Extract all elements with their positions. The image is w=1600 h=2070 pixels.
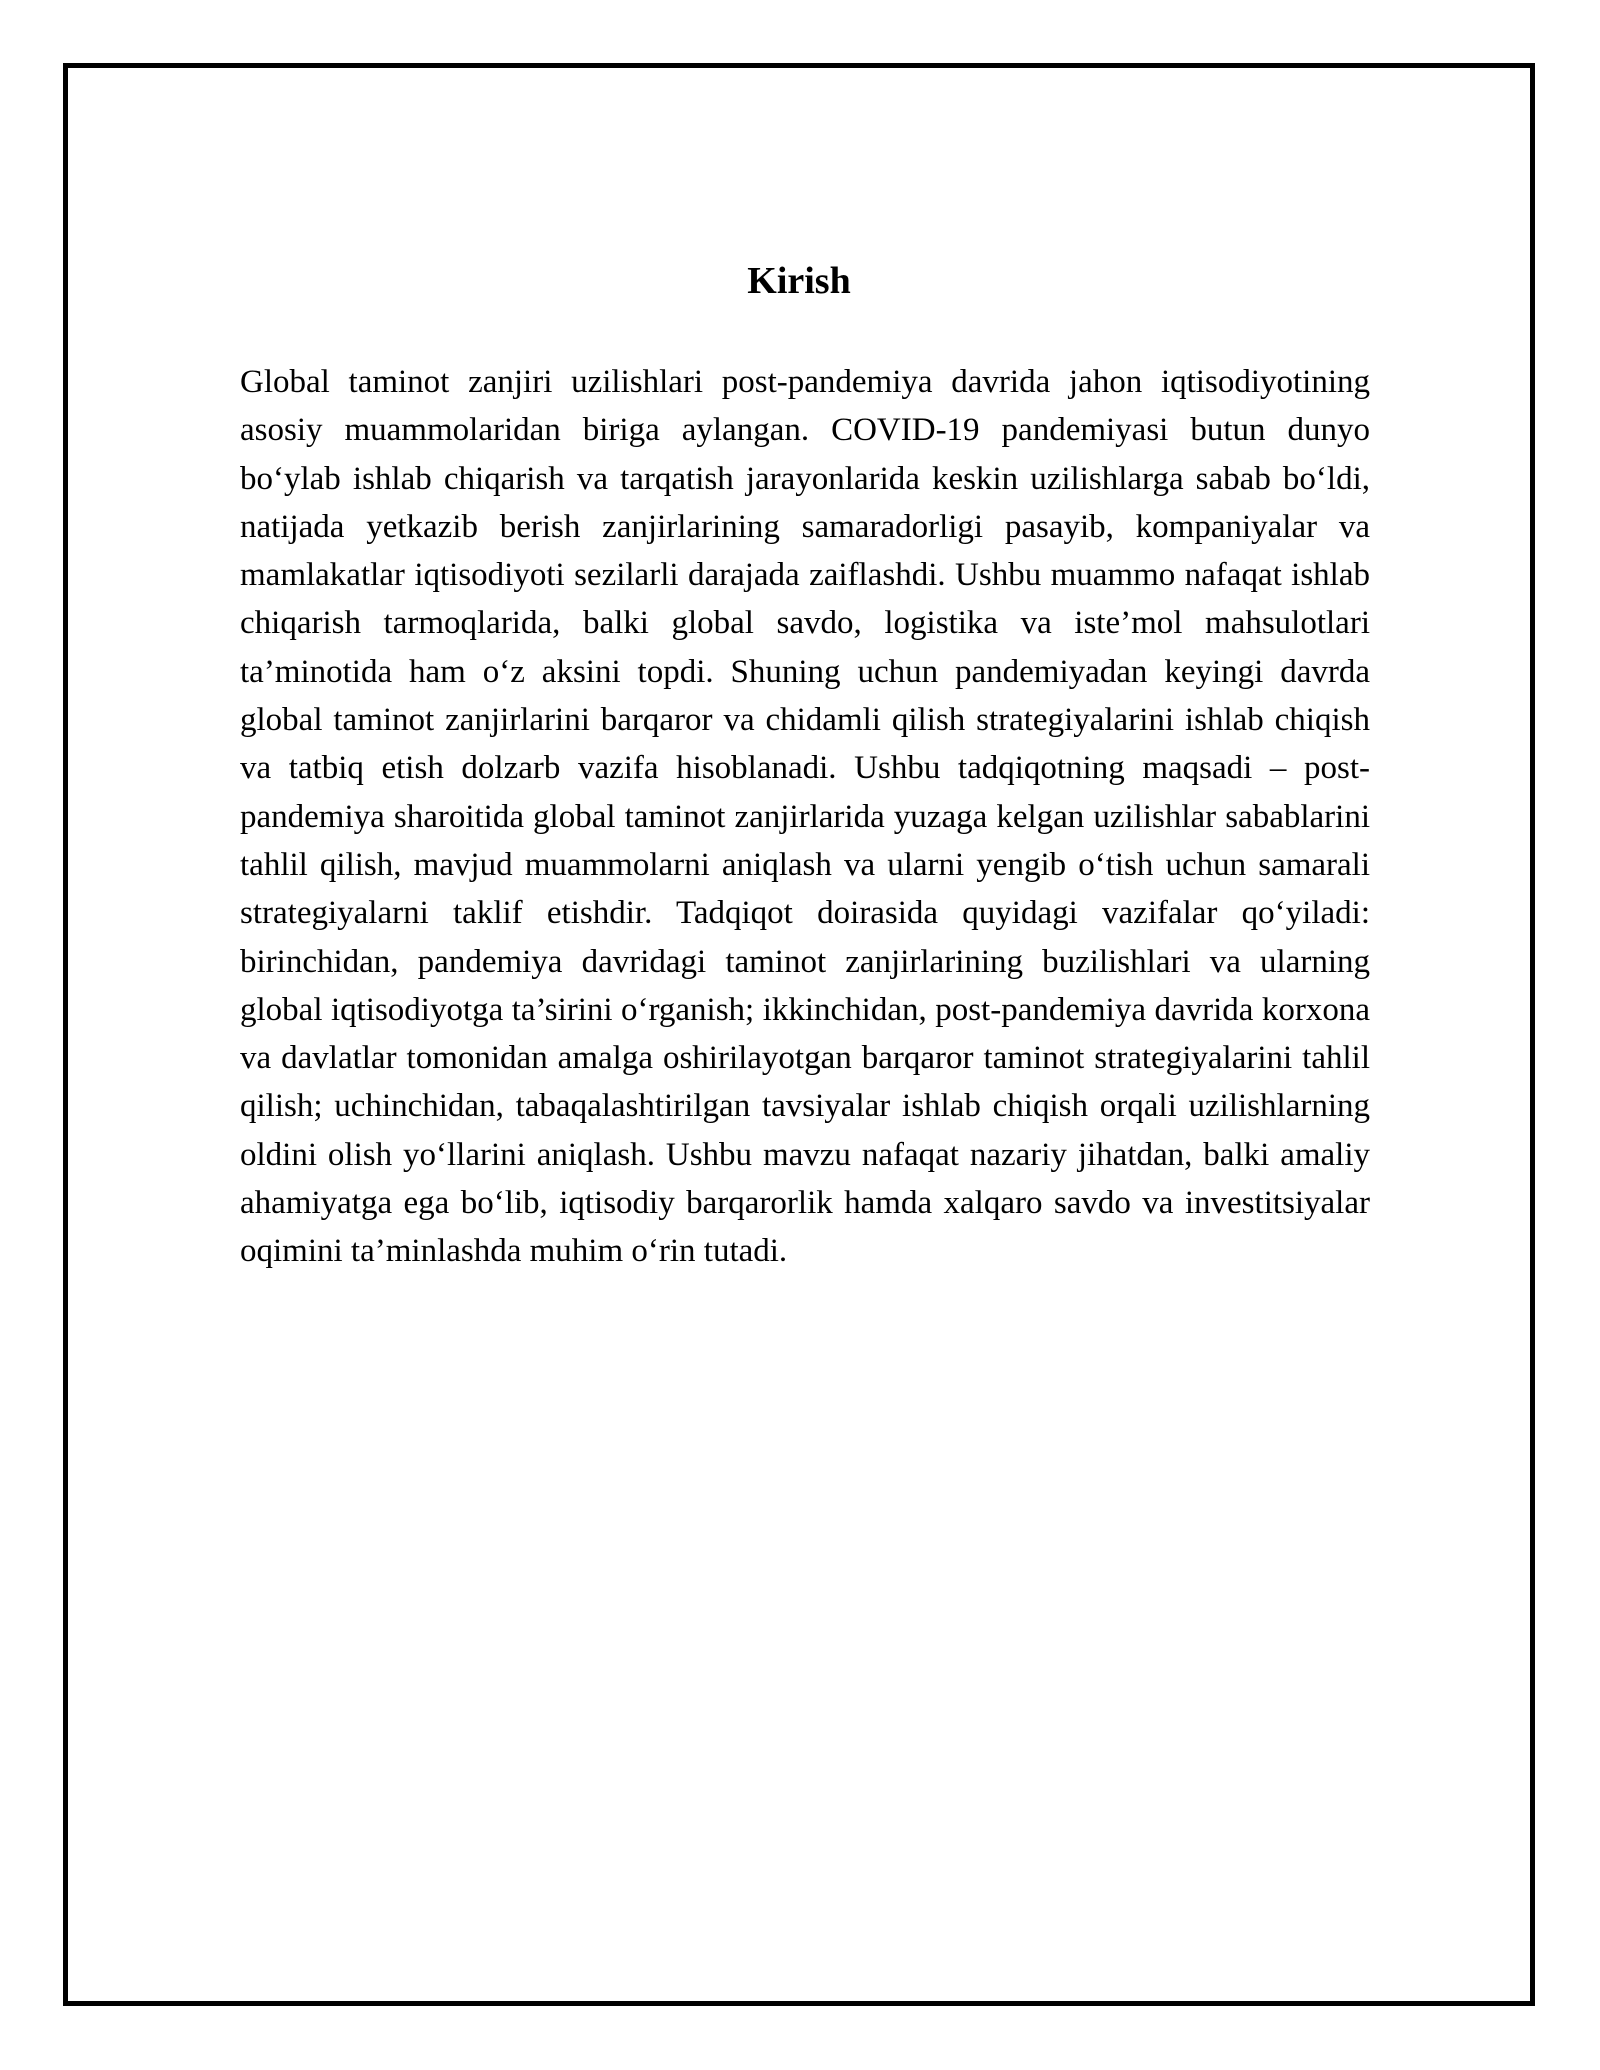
page-frame — [63, 63, 1535, 2006]
body-paragraph: Global taminot zanjiri uzilishlari post-pandemiya davrida jahon iqtisodiyotining asosiy muammolaridan biriga aylangan. COVID-19 pandemiyasi butun dunyo bo‘ylab ishlab chiqarish va tarqatish jarayonlarida keskin uzilishlarga sabab bo‘ldi, natijada yetkazib berish zanjirlarining samaradorligi pasayib, kompaniyalar va mamlakatlar iqtisodiyoti sezilarli darajada zaiflashdi. Ushbu muammo nafaqat ishlab chiqarish tarmoqlarida, balki global savdo, logistika va iste’mol mahsulotlari ta’minotida ham o‘z aksini topdi. Shuning uchun pandemiyadan keyingi davrda global taminot zanjirlarini barqaror va chidamli qilish strategiyalarini ishlab chiqish va tatbiq etish dolzarb vazifa hisoblanadi. Ushbu tadqiqotning maqsadi – post-pandemiya sharoitida global taminot zanjirlarida yuzaga kelgan uzilishlar sabablarini tahlil qilish, mavjud muammolarni aniqlash va ularni yengib o‘tish uchun samarali strategiyalarni taklif etishdir. Tadqiqot doirasida quyidagi vazifalar qo‘yiladi: birinchidan, pandemiya davridagi taminot zanjirlarining buzilishlari va ularning global iqtisodiyotga ta’sirini o‘rganish; ikkinchidan, post-pandemiya davrida korxona va davlatlar tomonidan amalga oshirilayotgan barqaror taminot strategiyalarini tahlil qilish; uchinchidan, tabaqalashtirilgan tavsiyalar ishlab chiqish orqali uzilishlarning oldini olish yo‘llarini aniqlash. Ushbu mavzu nafaqat nazariy jihatdan, balki amaliy ahamiyatga ega bo‘lib, iqtisodiy barqarorlik hamda xalqaro savdo va investitsiyalar oqimini ta’minlashda muhim o‘rin tutadi. — [240, 364, 1370, 1270]
page-title: Kirish — [747, 260, 851, 302]
